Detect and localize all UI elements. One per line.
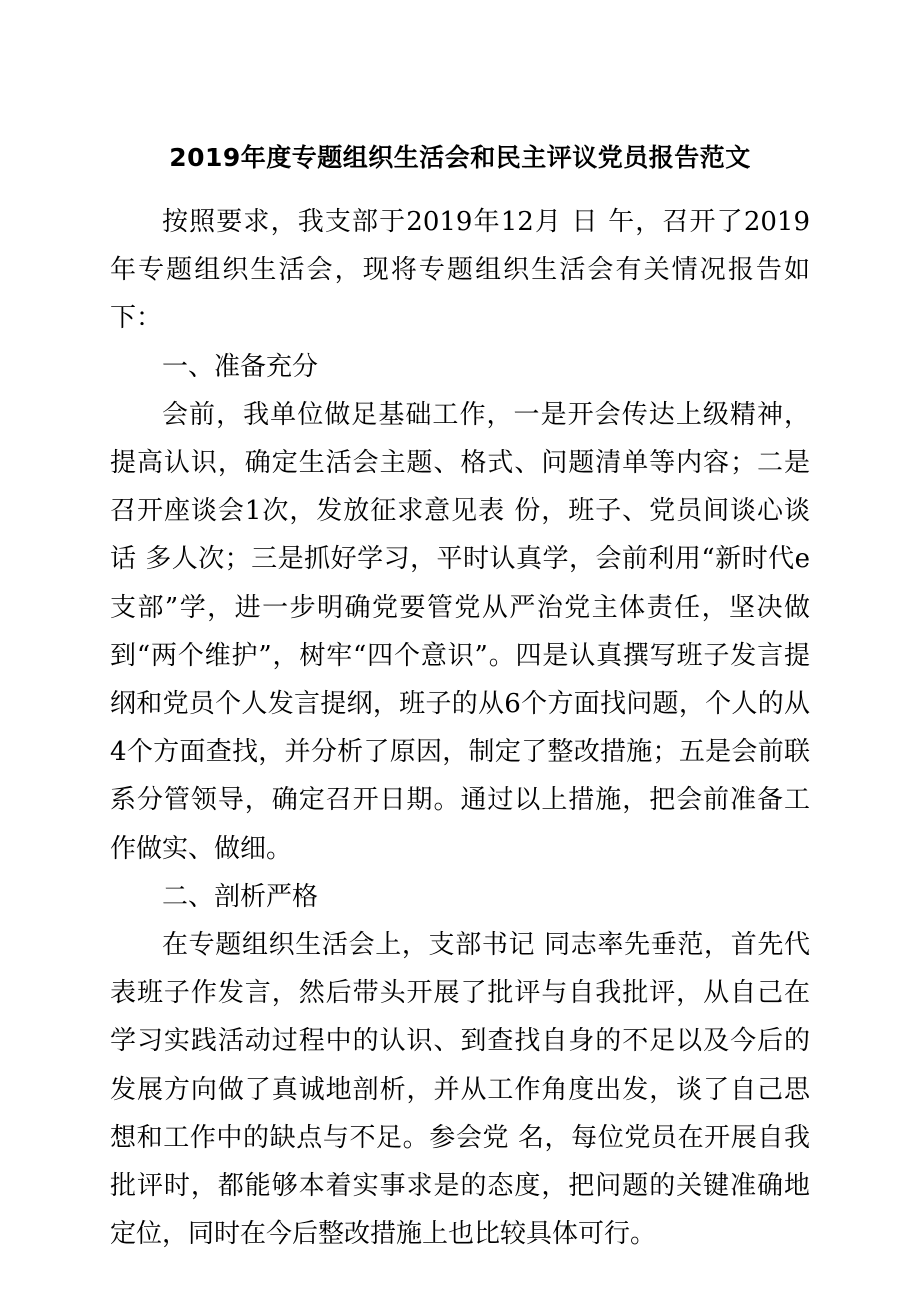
intro-paragraph: 按照要求，我支部于2019年12月 日 午，召开了2019年专题组织生活会，现将专题组织生活会有关情况报告如下： <box>110 207 810 334</box>
section-heading-analysis: 二、剖析严格 <box>162 881 319 912</box>
analysis-paragraph: 在专题组织生活会上，支部书记 同志率先垂范，首先代表班子作发言，然后带头开展了批评与自我批评，从自己在学习实践活动过程中的认识、到查找自身的不足以及今后的发展方向做了真诚地剖析，并从工作角度出发，谈了自己思想和工作中的缺点与不足。参会党 名，每位党员在开展自我批评时，都能够本着实事求是的态度，把问题的关键准确地定位，同时在今后整改措施上也比较具体可行。 <box>110 930 810 1250</box>
preparation-paragraph: 会前，我单位做足基础工作，一是开会传达上级精神，提高认识，确定生活会主题、格式、问题清单等内容；二是召开座谈会1次，发放征求意见表 份，班子、党员间谈心谈话 多人次；三是抓好学习，平时认真学，会前利用“新时代e支部”学，进一步明确党要管党从严治党主体责任，坚决做到“两个维护”，树牢“四个意识”。四是认真撰写班子发言提纲和党员个人发言提纲，班子的从6个方面找问题，个人的从4个方面查找，并分析了原因，制定了整改措施；五是会前联系分管领导，确定召开日期。通过以上措施，把会前准备工作做实、做细。 <box>110 399 810 864</box>
document-body <box>110 198 810 1258</box>
section-heading-preparation: 一、准备充分 <box>162 351 319 382</box>
document-title: 2019年度专题组织生活会和民主评议党员报告范文 <box>169 143 751 172</box>
